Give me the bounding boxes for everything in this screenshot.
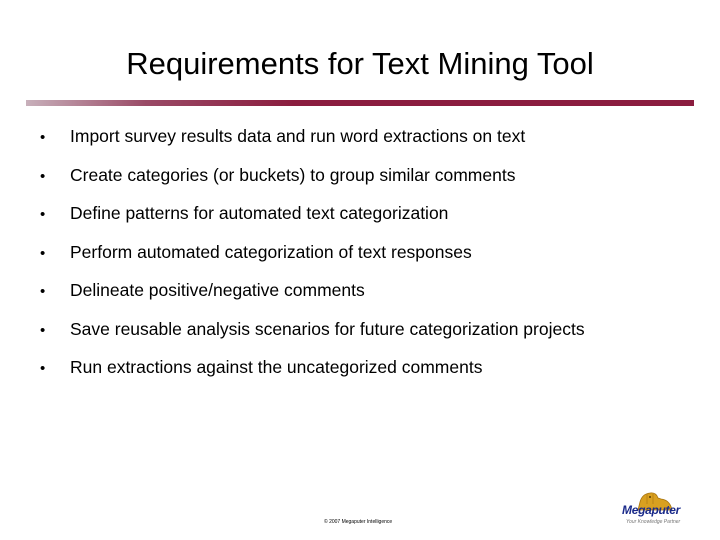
bullet-marker: •: [40, 283, 46, 300]
list-item: [40, 242, 585, 281]
list-item: [40, 126, 585, 165]
bullet-list: [40, 126, 585, 396]
bullet-marker: •: [40, 167, 46, 185]
bullet-text: Delineate positive/negative comments: [70, 280, 365, 300]
logo-wordmark: Megaputer: [622, 503, 680, 517]
list-item: [40, 319, 585, 358]
list-item: [40, 165, 585, 204]
bullet-text: Save reusable analysis scenarios for future categorization projects: [70, 318, 585, 339]
list-item: [40, 357, 585, 396]
bullet-text: Perform automated categorization of text responses: [70, 241, 472, 262]
logo-tagline: Your Knowledge Partner: [626, 519, 681, 525]
bullet-text: Import survey results data and run word extractions on text: [70, 126, 526, 146]
bullet-marker: •: [40, 244, 46, 262]
footer-copyright: © 2007 Megaputer Intelligence: [324, 519, 393, 525]
slide-title: Requirements for Text Mining Tool: [126, 46, 594, 81]
bullet-text: Run extractions against the uncategorized comments: [70, 357, 483, 377]
list-item: [40, 203, 585, 242]
list-item: [40, 280, 585, 319]
bullet-marker: •: [40, 321, 46, 339]
title-divider: [26, 100, 694, 106]
bullet-marker: •: [40, 206, 46, 223]
bullet-text: Define patterns for automated text categorization: [70, 203, 449, 223]
bullet-marker: •: [40, 129, 46, 146]
megaputer-logo: [622, 490, 688, 530]
bullet-text: Create categories (or buckets) to group similar comments: [70, 164, 516, 185]
bullet-marker: •: [40, 360, 46, 377]
